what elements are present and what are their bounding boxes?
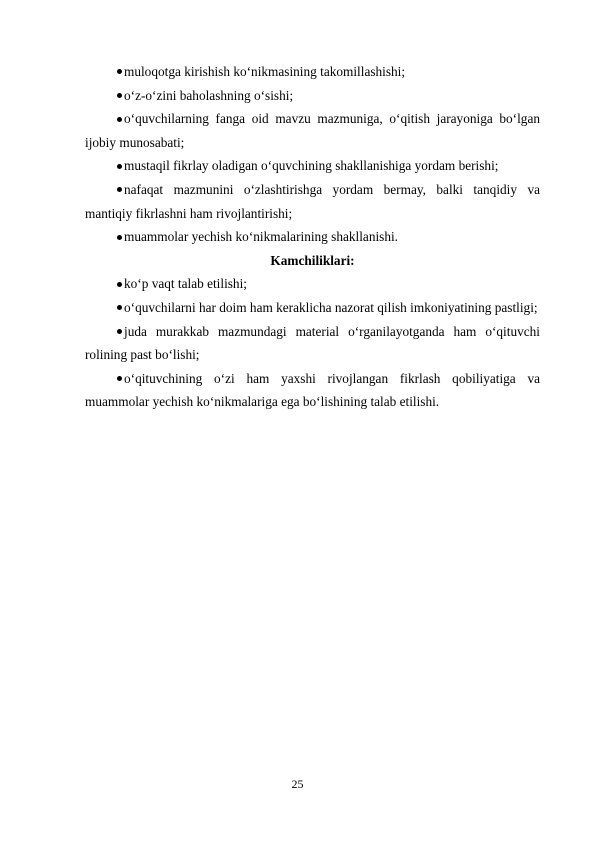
- list-item: [85, 107, 540, 154]
- list-item: [85, 272, 540, 296]
- list-item: [85, 60, 540, 84]
- page-number: 25: [291, 777, 304, 791]
- list-item: [85, 367, 540, 414]
- list-item-text: o‘quvchilarning fanga oid mavzu mazmuniga, o‘qitish jarayoniga bo‘lgan ijobiy munosabati;: [85, 111, 540, 150]
- bullet-icon: [117, 93, 122, 98]
- bullet-icon: [117, 235, 122, 240]
- list-item-text: juda murakkab mazmundagi material o‘rganilayotganda ham o‘qituvchi rolining past bo‘lishi;: [85, 323, 540, 363]
- bullet-icon: [117, 329, 122, 334]
- bullet-icon: [117, 187, 122, 192]
- list-item-text: o‘z-o‘zini baholashning o‘sishi;: [124, 87, 294, 103]
- list-item-text: ko‘p vaqt talab etilishi;: [124, 276, 247, 292]
- bullet-icon: [117, 282, 122, 287]
- list-item: [85, 84, 540, 108]
- list-item-text: o‘quvchilarni har doim ham keraklicha nazorat qilish imkoniyatining pastligi;: [124, 299, 538, 315]
- list-item-text: nafaqat mazmunini o‘zlashtirishga yordam bermay, balki tanqidiy va mantiqiy fikrlashni ham rivojlantirishi;: [85, 181, 540, 221]
- list-item: [85, 154, 540, 178]
- list-item: [85, 320, 540, 367]
- section-heading: Kamchiliklari:: [270, 252, 355, 268]
- bullet-icon: [117, 117, 122, 122]
- list-item-text: o‘qituvchining o‘zi ham yaxshi rivojlangan fikrlash qobiliyatiga va muammolar yechish ko‘nikmalariga ega bo‘lishining talab etilishi.: [85, 370, 540, 410]
- bullet-icon: [117, 164, 122, 169]
- bullet-icon: [117, 69, 122, 74]
- list-item-text: muammolar yechish ko‘nikmalarining shakllanishi.: [124, 229, 399, 245]
- list-item-text: mustaqil fikrlay oladigan o‘quvchining shakllanishiga yordam berishi;: [124, 158, 499, 174]
- list-item: [85, 225, 540, 249]
- list-item: [85, 296, 540, 320]
- page-content: [85, 60, 540, 414]
- list-item: [85, 178, 540, 225]
- bullet-icon: [117, 376, 122, 381]
- list-item-text: muloqotga kirishish ko‘nikmasining takomillashishi;: [124, 64, 406, 79]
- bullet-icon: [117, 305, 122, 310]
